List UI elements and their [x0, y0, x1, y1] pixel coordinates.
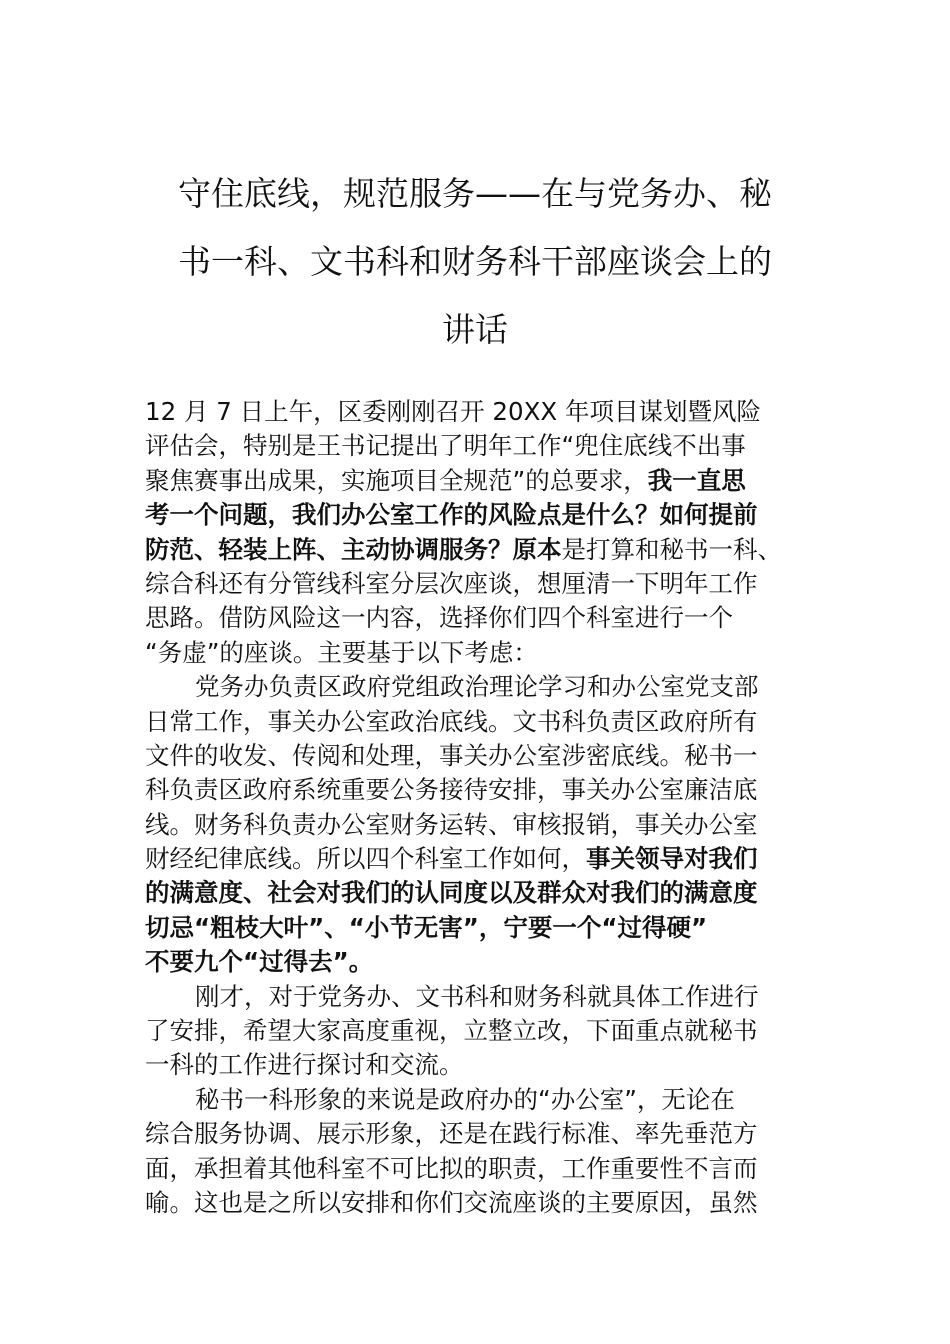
body-line	[145, 945, 835, 979]
body-line	[145, 498, 835, 532]
text-segment: 12 月 7 日上午，区委刚刚召开 20XX 年项目谋划暨风险	[145, 397, 761, 426]
text-segment: 党务办负责区政府党组政治理论学习和办公室党支部	[195, 672, 759, 702]
body-line	[145, 1083, 835, 1117]
text-segment: 喻。这也是之所以安排和你们交流座谈的主要原因，虽然	[145, 1187, 758, 1217]
text-segment: 综合服务协调、展示形象，还是在践行标准、率先垂范方	[145, 1119, 758, 1149]
body-line	[145, 1117, 835, 1151]
text-segment: 一科的工作进行探讨和交流。	[145, 1050, 464, 1080]
text-segment: “务虚”的座谈。主要基于以下考虑：	[145, 637, 538, 667]
body-line	[145, 601, 835, 635]
text-segment: 文件的收发、传阅和处理，事关办公室涉密底线。秘书一	[145, 740, 758, 770]
bold-text-segment: 事关领导对我们	[586, 844, 758, 874]
text-segment: 秘书一科形象的来说是政府办的“办公室”，无论在	[195, 1084, 735, 1114]
text-segment: 思路。借防风险这一内容，选择你们四个科室进行一个	[145, 603, 733, 633]
bold-text-segment: 不要九个“过得去”。	[145, 947, 374, 977]
body-line	[145, 464, 835, 498]
body-line	[145, 1186, 835, 1220]
title-line-1: 守住底线，规范服务——在与党务办、秘	[178, 174, 772, 213]
body-line	[145, 670, 835, 704]
body-line	[145, 1152, 835, 1186]
text-segment: 综合科还有分管线科室分层次座谈，想厘清一下明年工作	[145, 568, 758, 598]
body-line	[145, 395, 835, 429]
body-line	[145, 705, 835, 739]
body-line	[145, 842, 835, 876]
title-line-2: 书一科、文书科和财务科干部座谈会上的	[178, 242, 772, 281]
text-segment: 了安排，希望大家高度重视，立整立改，下面重点就秘书	[145, 1016, 758, 1046]
body-line	[145, 911, 835, 945]
body-line	[145, 1048, 835, 1082]
bold-text-segment: 切忌“粗枝大叶”、“小节无害”，宁要一个“过得硬”	[145, 912, 708, 942]
document-body	[145, 395, 835, 1220]
bold-text-segment: 防范、轻装上阵、主动协调服务？原本	[145, 534, 562, 564]
body-line	[145, 1014, 835, 1048]
text-segment: 刚才，对于党务办、文书科和财务科就具体工作进行	[195, 981, 759, 1011]
text-segment: 财经纪律底线。所以四个科室工作如何，	[145, 844, 586, 874]
body-line	[145, 739, 835, 773]
document-title	[120, 160, 830, 364]
text-segment: 科负责区政府系统重要公务接待安排，事关办公室廉洁底	[145, 775, 758, 805]
bold-text-segment: 考一个问题，我们办公室工作的风险点是什么？如何提前	[145, 500, 758, 530]
title-line-3: 讲话	[442, 310, 508, 349]
text-segment: 评估会，特别是王书记提出了明年工作“兜住底线不出事	[145, 431, 746, 461]
body-line	[145, 636, 835, 670]
body-line	[145, 980, 835, 1014]
body-line	[145, 567, 835, 601]
bold-text-segment: 的满意度、社会对我们的认同度以及群众对我们的满意度	[145, 878, 758, 908]
text-segment: 日常工作，事关办公室政治底线。文书科负责区政府所有	[145, 706, 758, 736]
body-line	[145, 876, 835, 910]
bold-text-segment: 我一直思	[647, 465, 746, 495]
text-segment: 是打算和秘书一科、	[561, 534, 782, 564]
body-line	[145, 808, 835, 842]
text-segment: 聚焦赛事出成果，实施项目全规范”的总要求，	[145, 465, 648, 495]
text-segment: 线。财务科负责办公室财务运转、审核报销，事关办公室	[145, 809, 758, 839]
body-line	[145, 533, 835, 567]
text-segment: 面，承担着其他科室不可比拟的职责，工作重要性不言而	[145, 1153, 758, 1183]
body-line	[145, 429, 835, 463]
body-line	[145, 773, 835, 807]
